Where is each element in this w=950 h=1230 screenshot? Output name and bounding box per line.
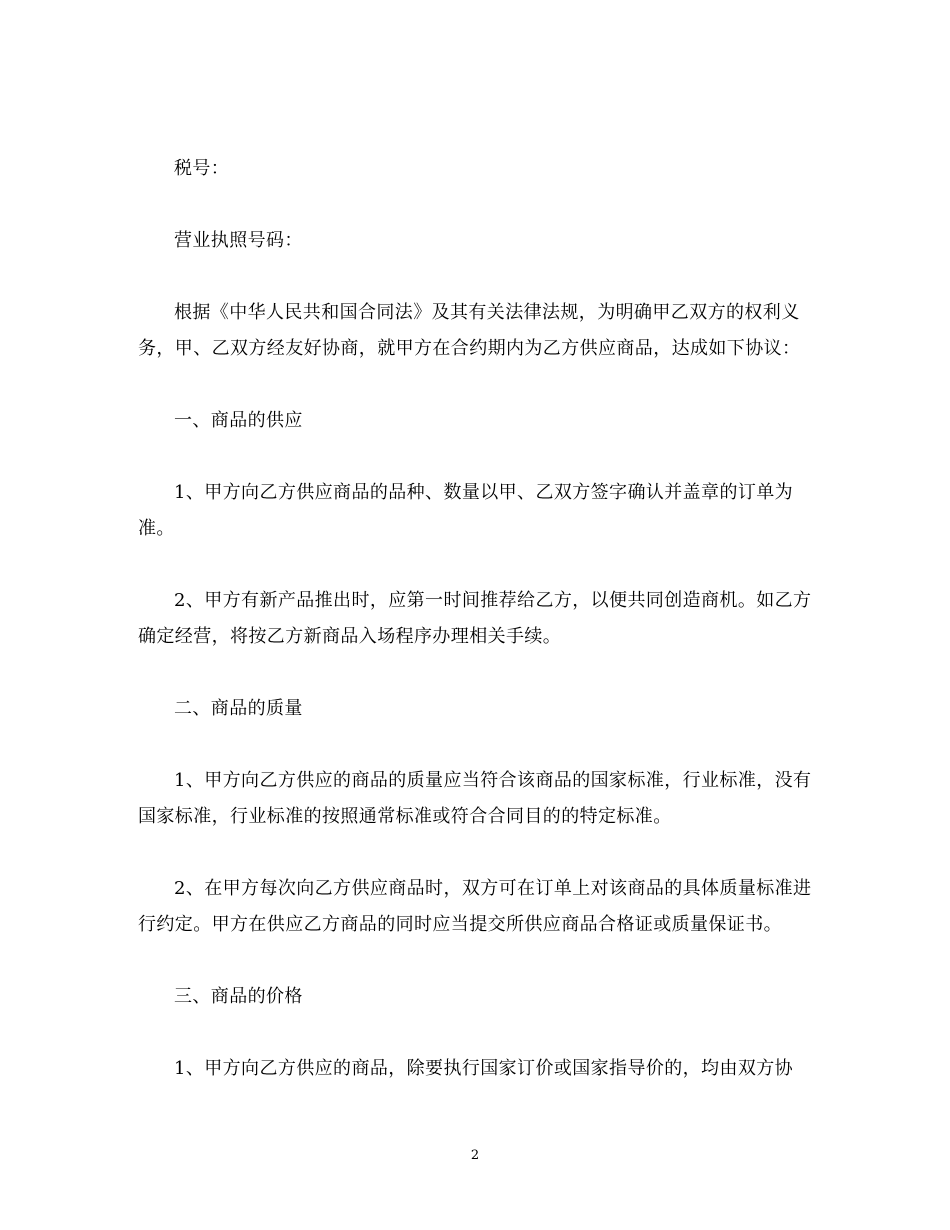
section-heading-price: 三、商品的价格: [174, 986, 303, 1007]
paragraph-gap: [138, 655, 813, 691]
paragraph-gap: [138, 1015, 813, 1051]
section-heading-quality: 二、商品的质量: [174, 698, 303, 719]
paragraph-gap: [138, 439, 813, 475]
supply-clause-2: 2、甲方有新产品推出时，应第一时间推荐给乙方，以便共同创造商机。如乙方确定经营，将按乙方新商品入场程序办理相关手续。: [138, 590, 812, 647]
document-body: [138, 151, 813, 1087]
price-clause-1: 1、甲方向乙方供应的商品，除要执行国家订价或国家指导价的，均由双方协: [174, 1058, 794, 1079]
paragraph-gap: [138, 187, 813, 223]
paragraph-gap: [138, 727, 813, 763]
paragraph-gap: [138, 835, 813, 871]
preamble-paragraph: 根据《中华人民共和国合同法》及其有关法律法规，为明确甲乙双方的权利义务，甲、乙双方经友好协商，就甲方在合约期内为乙方供应商品，达成如下协议：: [138, 302, 801, 359]
paragraph-gap: [138, 943, 813, 979]
page-number: 2: [470, 1148, 480, 1163]
section-heading-supply: 一、商品的供应: [174, 410, 303, 431]
business-license-line: 营业执照号码：: [174, 230, 303, 251]
quality-clause-2: 2、在甲方每次向乙方供应商品时，双方可在订单上对该商品的具体质量标准进行约定。甲方在供应乙方商品的同时应当提交所供应商品合格证或质量保证书。: [138, 878, 812, 935]
supply-clause-1: 1、甲方向乙方供应商品的品种、数量以甲、乙双方签字确认并盖章的订单为准。: [138, 482, 794, 539]
quality-clause-1: 1、甲方向乙方供应的商品的质量应当符合该商品的国家标准，行业标准，没有国家标准，行业标准的按照通常标准或符合合同目的的特定标准。: [138, 770, 812, 827]
tax-number-line: 税号：: [174, 158, 230, 179]
paragraph-gap: [138, 547, 813, 583]
paragraph-gap: [138, 259, 813, 295]
paragraph-gap: [138, 367, 813, 403]
